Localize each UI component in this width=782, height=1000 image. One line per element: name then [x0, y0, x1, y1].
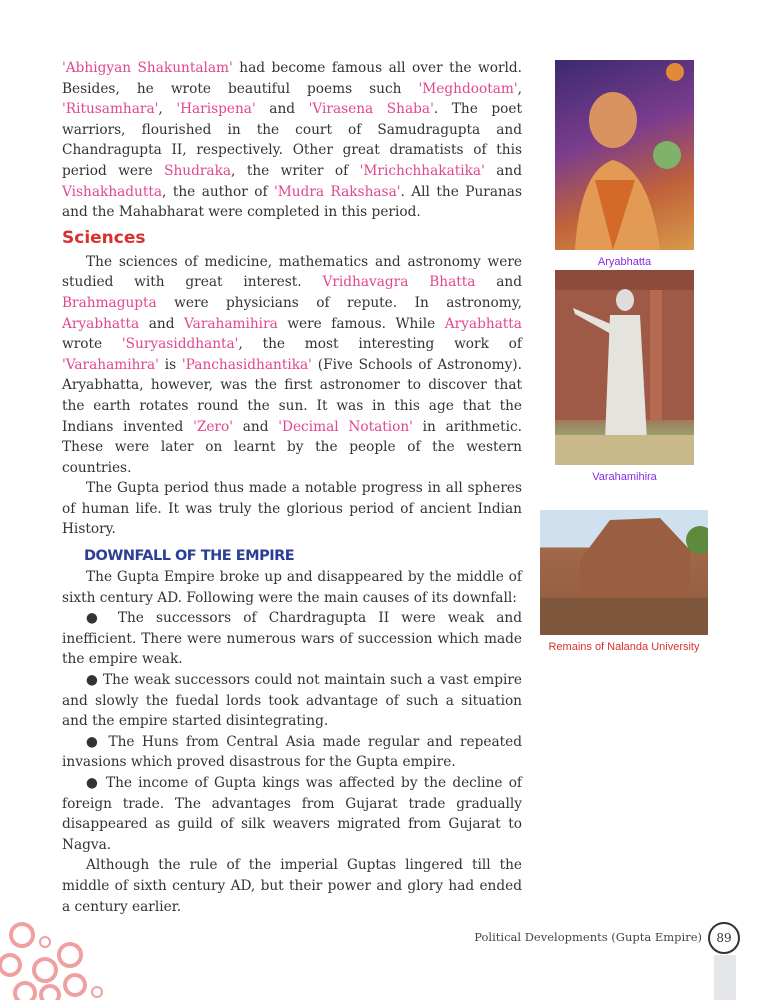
downfall-text: [62, 567, 522, 917]
highlighted-term: Aryabhatta: [444, 315, 522, 332]
sciences-heading: Sciences: [62, 227, 146, 248]
text-run: Although the rule of the imperial Guptas lingered till the middle of sixth century AD, but their power and glory had ended a century earlier.: [62, 857, 522, 915]
text-run: , the writer of: [231, 162, 360, 179]
nalanda-image: [540, 510, 708, 635]
text-run: were famous. While: [277, 315, 445, 332]
highlighted-term: 'Meghdootam': [418, 80, 518, 97]
highlighted-term: 'Ritusamhara': [62, 101, 159, 118]
highlighted-term: Vridhavagra Bhatta: [322, 274, 476, 291]
text-run: in arithmetic. These were later on learnt by the people of the western countries.: [62, 418, 522, 476]
text-run: , the most interesting work of: [238, 336, 522, 353]
paragraph: [62, 567, 522, 608]
text-run: The Gupta Empire broke up and disappeared by the middle of sixth century AD. Following were the main causes of its downfall:: [62, 569, 522, 606]
text-run: and: [255, 101, 309, 118]
sciences-text: [62, 252, 522, 540]
highlighted-term: Aryabhatta: [62, 315, 140, 332]
decorative-circles-icon: [0, 915, 110, 1000]
paragraph: [62, 478, 522, 540]
highlighted-term: Vishakhadutta: [62, 183, 163, 200]
paragraph: [62, 58, 522, 223]
highlighted-term: 'Zero': [193, 418, 233, 435]
text-run: and: [484, 162, 522, 179]
highlighted-term: 'Abhigyan Shakuntalam': [62, 60, 233, 76]
text-run: . All the Puranas and the Mahabharat were completed in this period.: [62, 183, 522, 221]
aryabhatta-image: [555, 60, 694, 250]
highlighted-term: 'Harispena': [176, 101, 256, 118]
text-run: were physicians of repute. In astronomy,: [156, 294, 522, 311]
text-run: wrote: [62, 336, 122, 353]
text-run: and: [475, 274, 522, 291]
page-edge-strip: [714, 955, 736, 1000]
paragraph: [62, 608, 522, 670]
text-run: . The poet warriors, flourished in the court of Samudragupta and Chandragupta II, respectively. Other great dramatists of this period were: [62, 101, 523, 179]
text-run: ● The weak successors could not maintain such a vast empire and slowly the fuedal lords took advantage of such a situation and the empire started disintegrating.: [62, 672, 522, 730]
text-run: ,: [158, 101, 177, 118]
text-run: and: [232, 418, 279, 435]
highlighted-term: 'Decimal Notation': [278, 418, 413, 435]
highlighted-term: 'Mrichchhakatika': [359, 162, 485, 179]
aryabhatta-caption: Aryabhatta: [597, 256, 652, 268]
highlighted-term: 'Suryasiddhanta': [121, 336, 239, 353]
text-run: is: [158, 356, 182, 373]
page-number: 89: [708, 922, 740, 954]
paragraph: [62, 773, 522, 855]
text-run: The Gupta period thus made a notable progress in all spheres of human life. It was truly the glorious period of ancient Indian History.: [62, 480, 522, 538]
paragraph: [62, 855, 522, 917]
highlighted-term: 'Virasena Shaba': [308, 101, 434, 118]
text-run: ,: [517, 80, 522, 97]
highlighted-term: Varahamihira: [184, 315, 278, 332]
paragraph: [62, 670, 522, 732]
downfall-heading: DOWNFALL OF THE EMPIRE: [84, 548, 295, 565]
highlighted-term: 'Mudra Rakshasa': [273, 183, 401, 200]
highlighted-term: 'Panchasidhantika': [181, 356, 312, 373]
varahamihira-caption: Varahamihira: [592, 471, 657, 483]
nalanda-caption: Remains of Nalanda University: [548, 641, 700, 653]
highlighted-term: Shudraka: [164, 162, 232, 179]
text-run: The sciences of medicine, mathematics and astronomy were studied with great interest.: [62, 253, 522, 291]
text-run: (Five Schools of Astronomy). Aryabhatta, however, was the first astronomer to discover that the earth rotates round the sun. It was in this age that the Indians invented: [62, 356, 522, 435]
paragraph: [62, 732, 522, 773]
text-run: had become famous all over the world. Besides, he wrote beautiful poems such: [62, 60, 522, 97]
main-text-column: [62, 58, 522, 917]
paragraph: [62, 252, 522, 479]
intro-text: [62, 58, 522, 223]
text-run: ● The Huns from Central Asia made regular and repeated invasions which proved disastrous for the Gupta empire.: [62, 733, 522, 771]
text-run: ● The income of Gupta kings was affected by the decline of foreign trade. The advantages from Gujarat trade gradually disappeared as guild of silk weavers migrated from Gujarat to Nagva.: [62, 775, 522, 853]
highlighted-term: 'Varahamihra': [62, 356, 159, 373]
text-run: and: [139, 315, 185, 332]
text-run: ● The successors of Chardragupta II were weak and inefficient. There were numerous wars of succession which made the empire weak.: [62, 610, 522, 668]
text-run: , the author of: [162, 183, 274, 200]
highlighted-term: Brahmagupta: [62, 294, 157, 311]
footer-title: Political Developments (Gupta Empire): [474, 930, 702, 944]
varahamihira-image: [555, 270, 694, 465]
